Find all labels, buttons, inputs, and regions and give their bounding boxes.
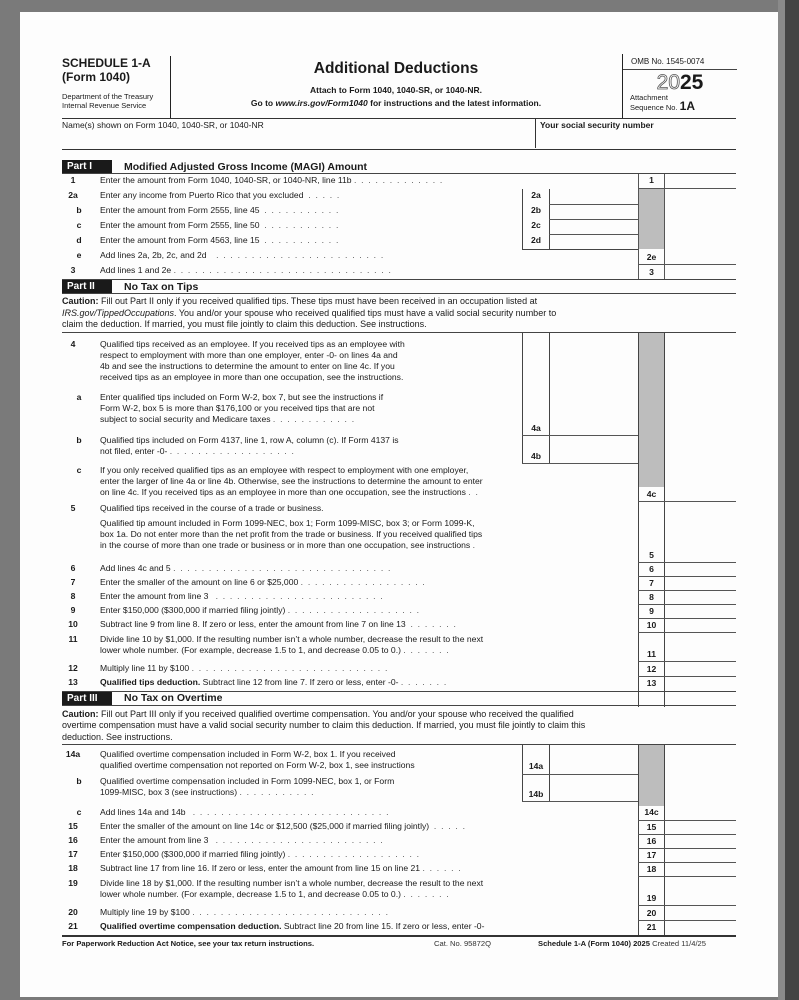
label-4c: 4c (646, 488, 657, 499)
line-text: Enter qualified tips included on Form W-2, box 7, but see the instructions if Form W-2, box 5 is more than $176,100 or you received tips that are not subject to social security and Medicare taxes . . . . . . . . . . . . (100, 391, 384, 424)
part3-lines (62, 745, 736, 950)
line-text: If you only received qualified tips as an employee with respect to employment with one employer, enter the larger of line 4a or line 4b. Otherwise, see the instructions to determine the amount to enter on line 4c. If you received tips as an employee in more than one occupation, see the instructions . . (100, 464, 483, 497)
label-16: 16 (646, 836, 657, 846)
caution-text: overtime compensation must have a valid social security number to claim this deduction. If married, you must file jointly to claim this (62, 720, 586, 730)
divider (638, 188, 736, 189)
title-block (171, 56, 621, 118)
input-3[interactable] (665, 265, 736, 279)
line-text: Subtract line 17 from line 16. If zero or less, enter the amount from line 15 on line 21 . . . . . . (100, 863, 461, 873)
line-text: Qualified tips received as an employee. If you received tips as an employee with respect to employment with more than one employer, enter -0- on lines 4a and 4b and see the instructions to determine the amount to enter on line 4c. If you received tips as an employee in more than one occupation, see the instructions. (100, 338, 405, 382)
line-1 (62, 175, 736, 187)
goto-suffix: for instructions and the latest information. (367, 98, 542, 108)
line-text: Add lines 1 and 2e . . . . . . . . . . . . . . . . . . . . . . . . . . . . . . . (100, 265, 391, 275)
part3-caution (62, 707, 736, 746)
agency (62, 92, 153, 110)
input-18[interactable] (665, 863, 736, 876)
input-2d[interactable] (550, 235, 638, 249)
line-number: 16 (68, 835, 78, 845)
line-text: Subtract line 9 from line 8. If zero or less, enter the amount from line 7 on line 13 . . . . . . . (100, 618, 456, 629)
paperwork-notice: For Paperwork Reduction Act Notice, see your tax return instructions. (62, 939, 315, 948)
line-number: d (76, 235, 82, 245)
input-13[interactable] (665, 677, 736, 691)
line-text: Enter the amount from line 3 . . . . . . . . . . . . . . . . . . . . . . . . (100, 590, 383, 601)
agency-irs: Internal Revenue Service (62, 101, 147, 110)
part1-header (62, 160, 736, 174)
input-12[interactable] (665, 662, 736, 676)
line-number: 15 (68, 821, 78, 831)
label-14b: 14b (528, 789, 544, 799)
input-14b[interactable] (550, 775, 638, 801)
schedule-1a-form (62, 56, 736, 950)
input-4a[interactable] (550, 333, 638, 435)
line-text: Add lines 2a, 2b, 2c, and 2d . . . . . . . . . . . . . . . . . . . . . . . . (100, 250, 384, 260)
line-number: 6 (70, 562, 76, 573)
input-21[interactable] (665, 921, 736, 935)
divider (549, 204, 638, 205)
line-text: Qualified tips included on Form 4137, line 1, row A, column (c). If Form 4137 is not filed, enter -0- . . . . . . . . . . . . . . . . . . (100, 434, 399, 456)
line-number: 5 (70, 502, 76, 513)
inner-col-left (522, 333, 523, 463)
caution-text: deduction. See instructions. (62, 731, 173, 742)
line-text: Enter any income from Puerto Rico that you excluded . . . . . (100, 190, 340, 200)
viewer-edge (778, 0, 785, 1000)
label-3: 3 (649, 267, 654, 277)
part1-badge: Part I (62, 160, 112, 173)
tax-year (623, 72, 737, 94)
line-number: 10 (68, 618, 78, 629)
label-10: 10 (646, 619, 657, 630)
input-16[interactable] (665, 835, 736, 848)
omb-number: OMB No. 1545-0074 (623, 54, 737, 70)
label-4b: 4b (530, 450, 542, 461)
form-page (20, 12, 778, 997)
line-text: Enter $150,000 ($300,000 if married filing jointly) . . . . . . . . . . . . . . . . . . . (100, 849, 420, 859)
label-14a: 14a (528, 761, 544, 771)
label-8: 8 (649, 591, 654, 602)
label-11: 11 (646, 648, 657, 659)
omb-block (622, 54, 737, 118)
tipped-occupations-link[interactable]: IRS.gov/TippedOccupations (62, 307, 174, 318)
input-20[interactable] (665, 906, 736, 920)
input-17[interactable] (665, 849, 736, 862)
part3-title: No Tax on Overtime (124, 692, 223, 704)
line-number: 19 (68, 878, 78, 888)
input-1[interactable] (665, 174, 736, 188)
divider (62, 935, 736, 937)
line-number: 11 (68, 633, 78, 644)
caution-label: Caution: (62, 708, 99, 719)
line-number: 14a (65, 749, 81, 759)
attachment-label: Attachment (630, 93, 668, 102)
line-text: Enter the amount from line 3 . . . . . . . . . . . . . . . . . . . . . . . . (100, 835, 383, 845)
line-text: Qualified tips received in the course of a trade or business. Qualified tip amount included in Form 1099-NEC, box 1; Form 1099-MISC, box 3; or Form 1099-K, box 1a. Do not enter more than the net profit from the trade or business. If you received qualified tips in the course of more than one trade or business or in more than one occupation, see instructions . (100, 502, 483, 550)
line-number: c (76, 807, 82, 817)
line-number: 8 (70, 590, 76, 601)
part2-header (62, 280, 736, 294)
line-text: Add lines 4c and 5 . . . . . . . . . . . . . . . . . . . . . . . . . . . . . . . (100, 562, 391, 573)
line-number: 2a (68, 190, 78, 200)
line-number: 1 (70, 175, 76, 185)
part2-caution (62, 294, 736, 333)
line-text: Add lines 14a and 14b . . . . . . . . . . . . . . . . . . . . . . . . . . . . (100, 807, 389, 817)
line-number: 18 (68, 863, 78, 873)
label-9: 9 (649, 605, 654, 616)
divider (522, 801, 638, 802)
line-number: b (76, 434, 82, 445)
attachment-sequence (623, 94, 737, 112)
label-20: 20 (646, 908, 657, 918)
line-number: 12 (68, 662, 78, 673)
goto-instruction (171, 98, 621, 108)
label-18: 18 (646, 864, 657, 874)
label-13: 13 (646, 677, 657, 688)
label-15: 15 (646, 822, 657, 832)
shaded-cell (639, 189, 664, 249)
caution-text: Fill out Part III only if you received qualified overtime compensation. You and/or your spouse who received the qualified (98, 708, 574, 719)
line-number: 13 (68, 676, 78, 687)
sequence-label: Sequence No. (630, 103, 678, 112)
input-11[interactable] (665, 633, 736, 661)
ssn-label: Your social security number (540, 120, 654, 130)
label-19: 19 (646, 893, 657, 903)
line-number: b (76, 205, 82, 215)
input-19[interactable] (665, 877, 736, 905)
form-footer-id: Schedule 1-A (Form 1040) 2025 Created 11/4/25 (538, 939, 707, 948)
part2-lines (62, 333, 736, 707)
line-number: 21 (68, 921, 78, 931)
input-2a[interactable] (550, 190, 638, 204)
part3-badge: Part III (62, 692, 112, 705)
divider (638, 501, 736, 502)
agency-dept: Department of the Treasury (62, 92, 154, 101)
input-6[interactable] (665, 563, 736, 576)
caution-label: Caution: (62, 296, 99, 306)
input-2e[interactable] (665, 250, 736, 264)
label-5: 5 (649, 549, 654, 560)
ssn-field[interactable] (535, 119, 736, 148)
part2-badge: Part II (62, 280, 112, 293)
form-header (62, 56, 736, 118)
label-7: 7 (649, 577, 654, 588)
line-number: 3 (70, 265, 76, 275)
divider (549, 219, 638, 220)
input-8[interactable] (665, 591, 736, 604)
label-12: 12 (646, 663, 657, 674)
line-text: Multiply line 19 by $100 . . . . . . . . . . . . . . . . . . . . . . . . . . . . (100, 907, 388, 917)
caution-text: Fill out Part II only if you received qualified tips. These tips must have been received in an occupation listed at (98, 296, 538, 306)
label-14c: 14c (644, 807, 659, 817)
line-text: Enter the amount from Form 1040, 1040-SR, or 1040-NR, line 11b . . . . . . . . . . . . . (100, 175, 443, 185)
line-text: Enter $150,000 ($300,000 if married filing jointly) . . . . . . . . . . . . . . . . . . . (100, 604, 420, 615)
year-bold: 25 (680, 71, 704, 94)
caution-text: . You and/or your spouse who received qualified tips must have a valid social security number to (173, 307, 557, 318)
part1-title: Modified Adjusted Gross Income (MAGI) Amount (124, 160, 368, 173)
line-text: Qualified overtime compensation deduction. Subtract line 20 from line 15. If zero or less, enter -0- (100, 921, 485, 931)
part2-title: No Tax on Tips (124, 280, 199, 293)
input-4c[interactable] (665, 488, 736, 501)
label-6: 6 (649, 563, 654, 574)
line-number: 4 (70, 338, 76, 349)
label-4a: 4a (531, 422, 541, 433)
input-2b[interactable] (550, 205, 638, 219)
line-number: c (76, 220, 82, 230)
line-number: 7 (70, 576, 76, 587)
form-number: (Form 1040) (62, 70, 131, 84)
line-text: Qualified overtime compensation included in Form W-2, box 1. If you received qualified overtime compensation not reported on Form W-2, box 1, see instructions (100, 749, 415, 770)
input-10[interactable] (665, 619, 736, 632)
line-text: Qualified tips deduction. Subtract line 12 from line 7. If zero or less, enter -0- . . . . . . . (100, 676, 447, 687)
attach-instruction: Attach to Form 1040, 1040-SR, or 1040-NR. (310, 85, 482, 95)
sequence-number: 1A (679, 99, 695, 113)
label-1: 1 (649, 175, 654, 185)
name-field-label: Name(s) shown on Form 1040, 1040-SR, or 1040-NR (62, 120, 264, 130)
label-21: 21 (646, 922, 657, 932)
line-text: Enter the smaller of the amount on line 14c or $12,500 ($25,000 if married filing jointly) . . . . . (100, 821, 465, 831)
form-title: Additional Deductions (313, 60, 479, 77)
label-2e: 2e (646, 252, 657, 262)
label-2c: 2c (531, 220, 541, 230)
line-number: e (76, 250, 82, 260)
line-text: Enter the smaller of the amount on line 6 or $25,000 . . . . . . . . . . . . . . . . . . (100, 576, 425, 587)
input-15[interactable] (665, 821, 736, 834)
schedule-name: SCHEDULE 1-A (62, 56, 151, 70)
label-2b: 2b (530, 205, 542, 215)
divider (549, 234, 638, 235)
goto-prefix: Go to (250, 98, 276, 108)
input-2c[interactable] (550, 220, 638, 234)
line-number: b (76, 776, 82, 786)
viewer-scrollbar[interactable] (785, 0, 799, 1000)
label-2a: 2a (531, 190, 541, 200)
form-id-block (62, 56, 171, 118)
line-text: Divide line 10 by $1,000. If the resulting number isn’t a whole number, decrease the result to the next lower whole number. (For example, decrease 1.5 to 1, and decrease 0.05 to 0.) . . . . . . . (100, 633, 484, 655)
shaded-cell (639, 745, 664, 806)
input-14c[interactable] (665, 807, 736, 820)
part3-header (62, 692, 736, 706)
input-4b[interactable] (550, 436, 638, 463)
name-row (62, 118, 736, 150)
label-17: 17 (646, 850, 657, 860)
line-text: Multiply line 11 by $100 . . . . . . . . . . . . . . . . . . . . . . . . . . . . (100, 662, 388, 673)
year-outline: 20 (656, 71, 680, 94)
irs-link[interactable]: www.irs.gov/Form1040 (275, 98, 368, 108)
line-number: 17 (68, 849, 78, 859)
shaded-cell (639, 333, 664, 487)
divider (522, 463, 638, 464)
line-number: a (76, 391, 82, 402)
input-9[interactable] (665, 605, 736, 618)
label-2d: 2d (530, 235, 542, 245)
line-text: Enter the amount from Form 2555, line 50 . . . . . . . . . . . (100, 220, 339, 230)
line-text: Qualified overtime compensation included in Form 1099-NEC, box 1, or Form 1099-MISC, box 3 (see instructions) . . . . . . . . . . . (100, 776, 395, 797)
divider (62, 279, 736, 280)
input-14a[interactable] (550, 745, 638, 774)
line-text: Divide line 18 by $1,000. If the resulting number isn’t a whole number, decrease the result to the next lower whole number. (For example, decrease 1.5 to 1, and decrease 0.05 to 0.) . . . . . . . (100, 878, 484, 899)
line-number: 9 (70, 604, 76, 615)
line-text: Enter the amount from Form 2555, line 45 . . . . . . . . . . . (100, 205, 339, 215)
line-text: Enter the amount from Form 4563, line 15 . . . . . . . . . . . (100, 235, 339, 245)
catalog-number: Cat. No. 95872Q (434, 939, 491, 948)
part1-lines (62, 174, 736, 280)
input-7[interactable] (665, 577, 736, 590)
line-number: c (76, 464, 82, 475)
input-5[interactable] (665, 549, 736, 562)
line-number: 20 (68, 907, 78, 917)
caution-text: claim the deduction. If married, you must file jointly to claim this deduction. See instructions. (62, 319, 427, 329)
